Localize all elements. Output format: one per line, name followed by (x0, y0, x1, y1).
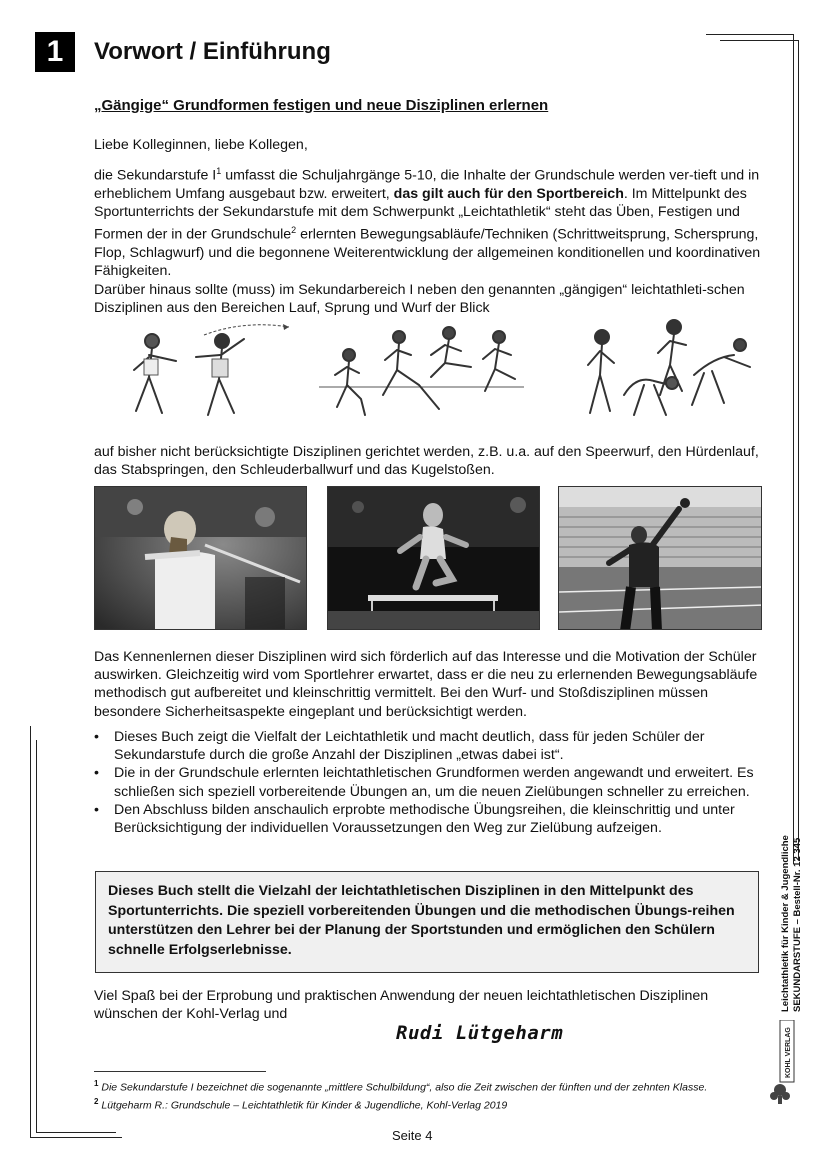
bullet-symbol: • (94, 765, 99, 782)
intro-paragraph (94, 162, 762, 317)
logo-text: KOHL VERLAG (785, 1027, 792, 1078)
footnote-text: Die Sekundarstufe I bezeichnet die sogenannte „mittlere Schulbildung“, also die Zeit zwischen der fünften und der zehnten Klasse. (101, 1081, 708, 1094)
footnote-1 (94, 1079, 707, 1094)
intro-text-a: die Sekundarstufe I (94, 167, 217, 184)
frame-top-right-line (706, 34, 794, 35)
list-item (94, 764, 762, 800)
side-publication-info (780, 835, 804, 1012)
footnote-number: 1 (94, 1079, 99, 1088)
publisher-logo (766, 1020, 796, 1104)
bullet-list (94, 728, 762, 837)
footnote-2 (94, 1097, 507, 1112)
javelin-photo-image (95, 487, 307, 630)
hurdles-photo (327, 486, 540, 630)
bullet-text: Die in der Grundschule erlernten leichtathletischen Grundformen werden angewandt und erweitert. Es schließen sich speziell vorbereitende Übungen an, um die neuen Zielübungen schneller zu erreichen. (114, 765, 754, 800)
list-item (94, 801, 762, 837)
sprint-start-illustration (574, 315, 762, 427)
hurdles-photo-image (328, 487, 540, 630)
illustration-row (94, 315, 762, 427)
frame-left-vertical-line (30, 726, 31, 1138)
intro-text-b: umfasst die Schuljahrgänge 5-10, die Inhalte der Grundschule werden ver-tieft und in erheblichem Umfang ausgebaut bzw. erweitert, (94, 167, 760, 202)
footnote-ref-1: 1 (216, 166, 222, 176)
frame-right-vertical-line (793, 34, 794, 864)
section-subtitle: „Gängige“ Grundformen festigen und neue Disziplinen erlernen (94, 97, 549, 114)
frame-top-right-line-inner (720, 40, 798, 41)
footnote-divider (94, 1071, 266, 1072)
chapter-number: 1 (35, 32, 75, 72)
intro-text-bold: das gilt auch für den Sportbereich (393, 185, 624, 202)
side-text-line1: Leichtathletik für Kinder & Jugendliche (780, 835, 791, 1012)
side-text-line2: SEKUNDARSTUFE – Bestell-Nr. 12 345 (792, 837, 803, 1012)
bullet-symbol: • (94, 801, 99, 818)
javelin-photo (94, 486, 307, 630)
shot-put-photo-image (559, 487, 762, 630)
motivation-paragraph: Das Kennenlernen dieser Disziplinen wird sich förderlich auf das Interesse und die Motivation der Schüler auswirken. Gleichzeitig wird vom Sportlehrer erwartet, dass er die neu zu erlernenden Bewegungsabläufe methodisch gut aufbereitet und kleinschrittig vermittelt. Bei den Wurf- und Stoßdisziplinen müssen besondere Sicherheitsaspekte eingeplant und berücksichtigt werden. (94, 649, 758, 720)
intro-text-d: erlernten Bewegungsabläufe/Techniken (Schrittweitsprung, Schersprung, Flop, Schlagwurf) und die begonnene Weiterentwicklung der allgemeinen konditionellen und koordinativen Fähigkeiten. (94, 227, 761, 280)
bullet-text: Dieses Buch zeigt die Vielfalt der Leichtathletik und macht deutlich, dass für jeden Schüler der Sekundarstufe durch die große Anzahl der Disziplinen „etwas dabei ist“. (114, 729, 705, 764)
chapter-title: Vorwort / Einführung (94, 38, 331, 65)
shot-put-photo (558, 486, 762, 630)
footnote-ref-2: 2 (291, 225, 297, 236)
list-item (94, 728, 762, 764)
greeting: Liebe Kolleginnen, liebe Kollegen, (94, 137, 308, 153)
frame-right-vertical-line-inner (798, 40, 799, 860)
footnote-number: 2 (94, 1097, 99, 1106)
page-number: Seite 4 (392, 1128, 433, 1143)
footnote-text: Lütgeharm R.: Grundschule – Leichtathletik für Kinder & Jugendliche, Kohl-Verlag 2019 (101, 1099, 508, 1112)
intro-text-c: . Im Mittelpunkt des Sportunterrichts der Sekundarstufe mit dem Schwerpunkt „Leichtathletik“ steht das Üben, Festigen und Formen der in der Grundschule (94, 185, 747, 244)
author-signature: Rudi Lütgeharm (396, 1022, 564, 1044)
frame-bottom-left-line-inner (36, 1132, 116, 1133)
bullet-symbol: • (94, 729, 99, 745)
highlight-box: Dieses Buch stellt die Vielzahl der leichtathletischen Disziplinen in den Mittelpunkt des Sportunterrichts. Die speziell vorbereitenden Übungen und die methodischen Übungs-reihen unterstützen den Lehrer bei der Planung der Sportstunden und ermöglichen den Schülern schnelle Erfolgserlebnisse. (95, 871, 759, 973)
disciplines-paragraph: auf bisher nicht berücksichtigte Disziplinen gerichtet werden, z.B. u.a. auf den Speerwurf, den Hürdenlauf, das Stabspringen, den Schleuderballwurf und das Kugelstoßen. (94, 444, 759, 479)
closing-paragraph: Viel Spaß bei der Erprobung und praktischen Anwendung der neuen leichtathletischen Disziplinen wünschen der Kohl-Verlag und (94, 988, 709, 1023)
relay-handoff-illustration (104, 315, 294, 427)
frame-bottom-left-line (30, 1137, 122, 1138)
hurdles-illustration (319, 315, 524, 427)
bullet-text: Den Abschluss bilden anschaulich erprobte methodische Übungsreihen, die kleinschrittig und unter Berücksichtigung der individuellen Voraussetzungen den Weg zur Zielübung aufzeigen. (114, 801, 735, 837)
intro-text-e: Darüber hinaus sollte (muss) im Sekundarbereich I neben den genannten „gängigen“ leichtathleti-schen Disziplinen aus den Bereichen Lauf, Sprung und Wurf der Blick (94, 281, 745, 316)
frame-left-vertical-line-inner (36, 740, 37, 1132)
